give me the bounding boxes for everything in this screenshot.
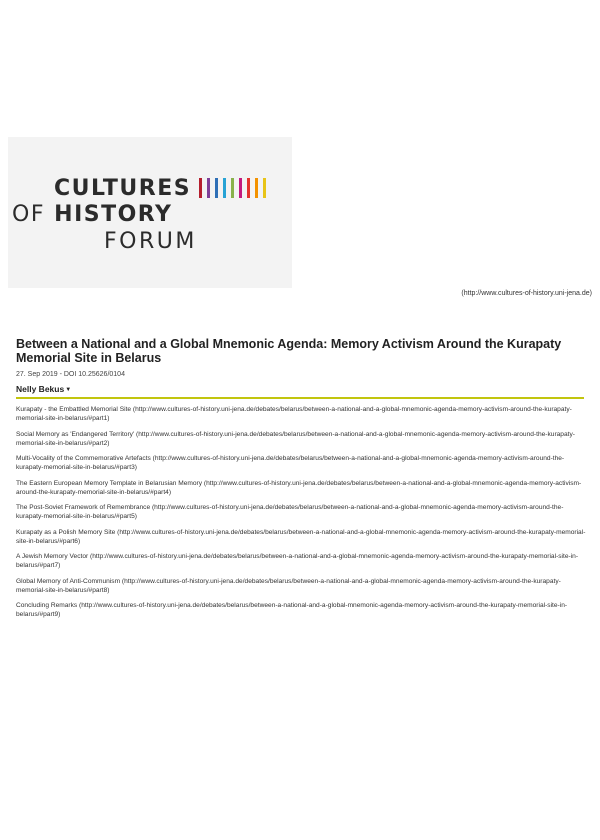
logo-bar-6 <box>239 178 242 198</box>
toc-link-4[interactable]: The Eastern European Memory Template in Belarusian Memory (http://www.cultures-of-history.uni-jena.de/debates/belarus/between-a-national-and-a-global-mnemonic-agenda-memory-activism-around-the-kurapaty-memorial-site-in-belarus/#part4) <box>16 479 582 496</box>
logo-bar-4 <box>223 178 226 198</box>
author-name: Nelly Bekus <box>16 384 65 394</box>
logo-line-of-history <box>12 203 172 227</box>
article-title: Between a National and a Global Mnemonic Agenda: Memory Activism Around the Kurapaty Memorial Site in Belarus <box>16 337 562 365</box>
toc-item <box>16 577 586 595</box>
logo-bar-7 <box>247 178 250 198</box>
toc-item <box>16 479 586 497</box>
toc-item <box>16 430 586 448</box>
logo-bar-1 <box>199 178 202 198</box>
toc-link-9[interactable]: Concluding Remarks (http://www.cultures-of-history.uni-jena.de/debates/belarus/between-a-national-and-a-global-mnemonic-agenda-memory-activism-around-the-kurapaty-memorial-site-in-belarus/#part9) <box>16 602 568 618</box>
toc-item <box>16 405 586 423</box>
logo-color-bars <box>199 178 266 198</box>
toc-link-7[interactable]: A Jewish Memory Vector (http://www.cultures-of-history.uni-jena.de/debates/belarus/between-a-national-and-a-global-mnemonic-agenda-memory-activism-around-the-kurapaty-memorial-site-in-belarus/#part7) <box>16 553 579 569</box>
logo-bar-2 <box>207 178 210 198</box>
toc-link-3[interactable]: Multi-Vocality of the Commemorative Artefacts (http://www.cultures-of-history.uni-jena.de/debates/belarus/between-a-national-and-a-global-mnemonic-agenda-memory-activism-around-the-kurapaty-memorial-site-in-belarus/#part3) <box>16 455 565 471</box>
toc-link-5[interactable]: The Post-Soviet Framework of Remembrance (http://www.cultures-of-history.uni-jena.de/debates/belarus/between-a-national-and-a-global-mnemonic-agenda-memory-activism-around-the-kurapaty-memorial-site-in-belarus/#part5) <box>16 504 564 520</box>
table-of-contents <box>16 405 586 626</box>
toc-item <box>16 552 586 570</box>
site-url-link[interactable]: (http://www.cultures-of-history.uni-jena.de) <box>461 290 592 297</box>
logo-bar-3 <box>215 178 218 198</box>
toc-link-8[interactable]: Global Memory of Anti-Communism (http://www.cultures-of-history.uni-jena.de/debates/belarus/between-a-national-and-a-global-mnemonic-agenda-memory-activism-around-the-kurapaty-memorial-site-in-belarus/#part8) <box>16 577 561 594</box>
caret-down-icon: ▼ <box>65 387 72 393</box>
logo-bar-8 <box>255 178 258 198</box>
toc-item <box>16 454 586 472</box>
logo-bar-5 <box>231 178 234 198</box>
logo-line-forum: FORUM <box>104 229 197 254</box>
toc-item <box>16 503 586 521</box>
toc-item <box>16 601 586 619</box>
site-logo[interactable] <box>8 137 292 288</box>
toc-item <box>16 528 586 546</box>
logo-of: OF <box>12 202 45 227</box>
toc-link-1[interactable]: Kurapaty - the Embattled Memorial Site (http://www.cultures-of-history.uni-jena.de/debates/belarus/between-a-national-and-a-global-mnemonic-agenda-memory-activism-around-the-kurapaty-memorial-site-in-belarus/#part1) <box>16 406 572 422</box>
logo-history: HISTORY <box>54 202 173 227</box>
logo-line-cultures: CULTURES <box>54 176 192 201</box>
toc-link-6[interactable]: Kurapaty as a Polish Memory Site (http://www.cultures-of-history.uni-jena.de/debates/belarus/between-a-national-and-a-global-mnemonic-agenda-memory-activism-around-the-kurapaty-memorial-site-in-belarus/#part6) <box>16 528 586 545</box>
toc-link-2[interactable]: Social Memory as 'Endangered Territory' (http://www.cultures-of-history.uni-jena.de/debates/belarus/between-a-national-and-a-global-mnemonic-agenda-memory-activism-around-the-kurapaty-memorial-site-in-belarus/#part2) <box>16 430 575 447</box>
logo-bar-9 <box>263 178 266 198</box>
article-meta: 27. Sep 2019 - DOI 10.25626/0104 <box>16 371 125 378</box>
author-dropdown[interactable] <box>16 384 584 399</box>
